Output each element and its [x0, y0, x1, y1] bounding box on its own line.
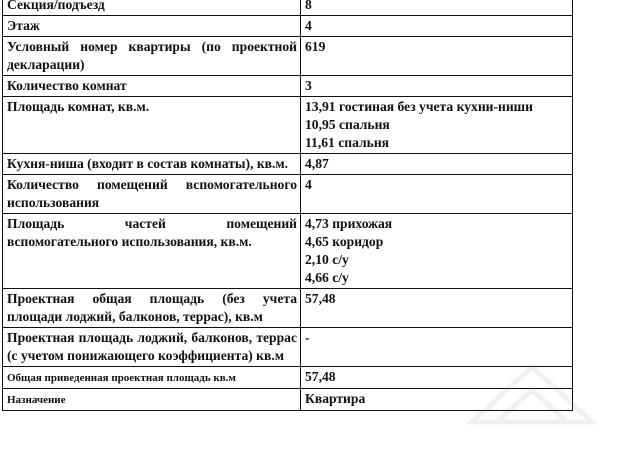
value-line: 619: [305, 39, 326, 54]
value-line: 4,87: [305, 156, 329, 171]
value-line: -: [305, 330, 310, 345]
row-value: [301, 0, 573, 16]
table-row: [3, 0, 573, 16]
row-label: [3, 389, 301, 411]
row-label: [3, 367, 301, 389]
value-line: 3: [305, 78, 312, 93]
row-value: [301, 76, 573, 97]
value-line: 4: [305, 18, 312, 33]
apartment-spec-table: [2, 0, 573, 411]
row-label: Кухня-ниша (входит в состав комнаты), кв.м.: [3, 154, 301, 175]
row-label-text: Общая приведенная проектная площадь кв.м: [7, 372, 236, 384]
value-line: 57,48: [305, 369, 336, 384]
row-label-text: Назначение: [7, 394, 66, 406]
row-value: [301, 154, 573, 175]
table-row: [3, 154, 573, 175]
table-row: [3, 175, 573, 214]
value-line: 57,48: [305, 291, 336, 306]
row-value: [301, 289, 573, 328]
row-value: [301, 214, 573, 289]
value-line: Квартира: [305, 391, 366, 406]
row-label: Количество комнат: [3, 76, 301, 97]
value-line: 11,61 спальня: [305, 135, 390, 150]
row-label: Количество помещений вспомогательного использования: [3, 175, 301, 214]
table-row: [3, 214, 573, 289]
table-row: [3, 76, 573, 97]
row-value: [301, 97, 573, 154]
row-label: Площадь комнат, кв.м.: [3, 97, 301, 154]
value-line: 4: [305, 177, 312, 192]
value-line: 8: [305, 0, 312, 12]
table-row: [3, 289, 573, 328]
table-row: [3, 97, 573, 154]
value-line: 4,66 с/у: [305, 270, 349, 285]
row-label: Проектная общая площадь (без учета площади лоджий, балконов, террас), кв.м: [3, 289, 301, 328]
watermark-logo: [452, 352, 612, 442]
row-label: Этаж: [3, 16, 301, 37]
table-row: [3, 37, 573, 76]
row-value: [301, 37, 573, 76]
value-line: 4,65 коридор: [305, 234, 384, 249]
row-label: Проектная площадь лоджий, балконов, террас (с учетом понижающего коэффициента) кв.м: [3, 328, 301, 367]
value-line: 4,73 прихожая: [305, 216, 393, 231]
row-label: Условный номер квартиры (по проектной декларации): [3, 37, 301, 76]
value-line: 13,91 гостиная без учета кухни-ниши: [305, 99, 533, 114]
value-line: 2,10 с/у: [305, 252, 349, 267]
value-line: 10,95 спальня: [305, 117, 390, 132]
row-value: [301, 16, 573, 37]
row-label: Площадь частей помещений вспомогательного использования, кв.м.: [3, 214, 301, 289]
row-value: [301, 175, 573, 214]
table-row: [3, 16, 573, 37]
row-label: Секция/подъезд: [3, 0, 301, 16]
